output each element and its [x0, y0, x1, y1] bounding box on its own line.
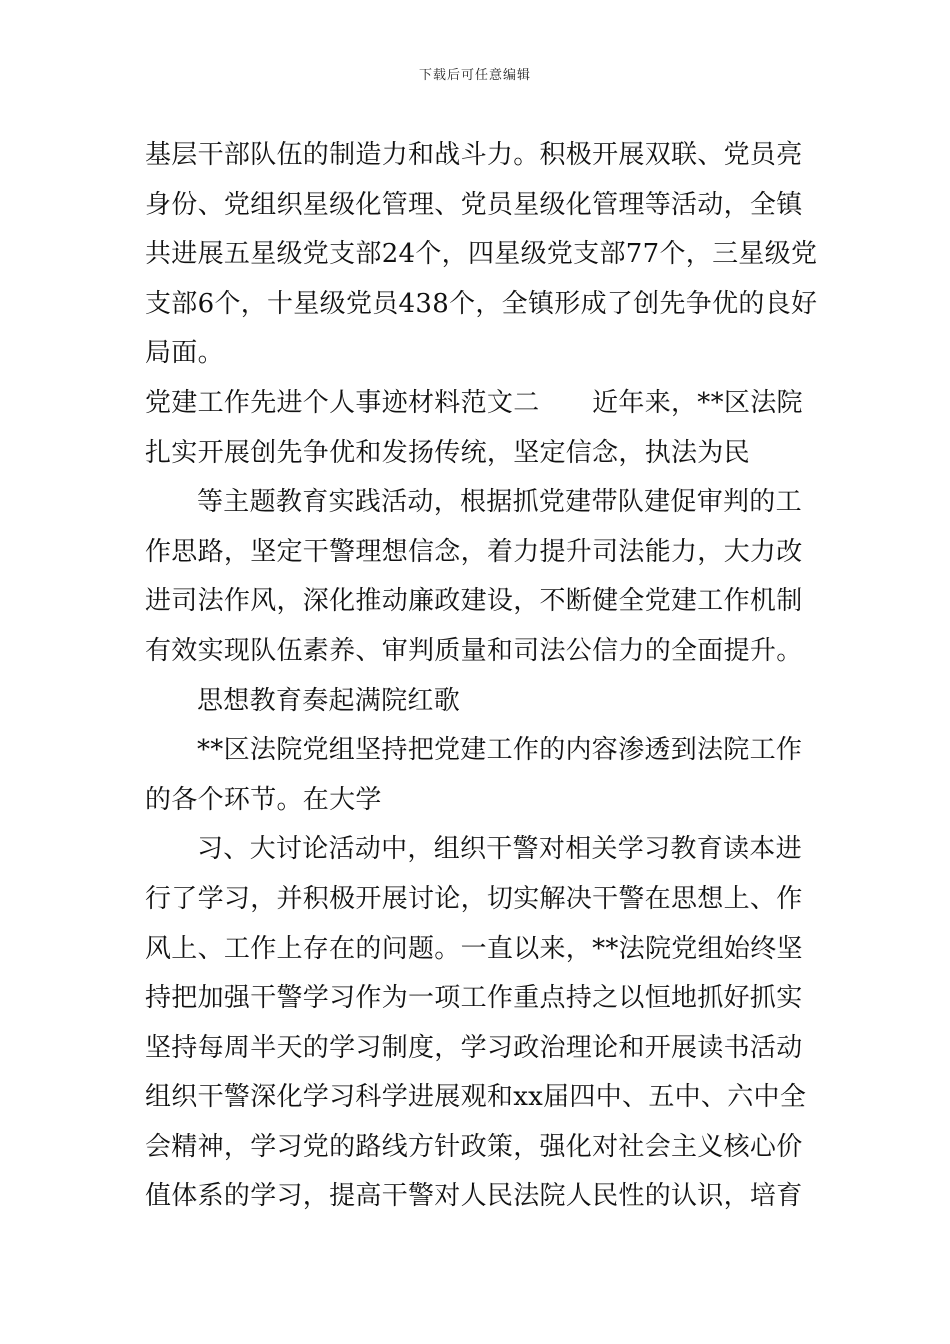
text-line: 行了学习，并积极开展讨论，切实解决干警在思想上、作 — [145, 883, 803, 914]
text-line: 身份、党组织星级化管理、党员星级化管理等活动，全镇 — [145, 189, 803, 220]
text-line: 持把加强干警学习作为一项工作重点持之以恒地抓好抓实 — [145, 983, 803, 1014]
text-line: 坚持每周半天的学习制度，学习政治理论和开展读书活动 — [145, 1032, 803, 1063]
text-line: 习、大讨论活动中，组织干警对相关学习教育读本进 — [197, 834, 802, 865]
section-title-line: 党建工作先进个人事迹材料范文二 近年来，**区法院 — [145, 387, 803, 418]
text-line: 值体系的学习，提高干警对人民法院人民性的认识，培育 — [145, 1181, 803, 1212]
text-line: 共进展五星级党支部24个，四星级党支部77个，三星级党 — [145, 239, 818, 270]
text-line: 作思路，坚定干警理想信念，着力提升司法能力，大力改 — [145, 536, 803, 567]
text-line: 进司法作风，深化推动廉政建设，不断健全党建工作机制 — [145, 586, 803, 617]
page-header-note: 下载后可任意编辑 — [418, 68, 531, 83]
text-line: 扎实开展创先争优和发扬传统，坚定信念，执法为民 — [145, 437, 750, 468]
text-line: **区法院党组坚持把党建工作的内容渗透到法院工作 — [197, 735, 803, 766]
document-body — [145, 131, 818, 1222]
text-line: 有效实现队伍素养、审判质量和司法公信力的全面提升。 — [145, 635, 803, 666]
text-line: 基层干部队伍的制造力和战斗力。积极开展双联、党员亮 — [145, 140, 803, 170]
text-line: 组织干警深化学习科学进展观和xx届四中、五中、六中全 — [145, 1082, 807, 1113]
text-line: 支部6个，十星级党员438个，全镇形成了创先争优的良好 — [145, 288, 818, 319]
text-line: 局面。 — [145, 338, 224, 369]
text-line: 风上、工作上存在的问题。一直以来，**法院党组始终坚 — [145, 933, 803, 964]
text-line: 会精神，学习党的路线方针政策，强化对社会主义核心价 — [145, 1131, 803, 1162]
subheading-line: 思想教育奏起满院红歌 — [197, 685, 461, 716]
text-line: 等主题教育实践活动，根据抓党建带队建促审判的工 — [197, 487, 802, 518]
text-line: 的各个环节。在大学 — [145, 784, 382, 815]
